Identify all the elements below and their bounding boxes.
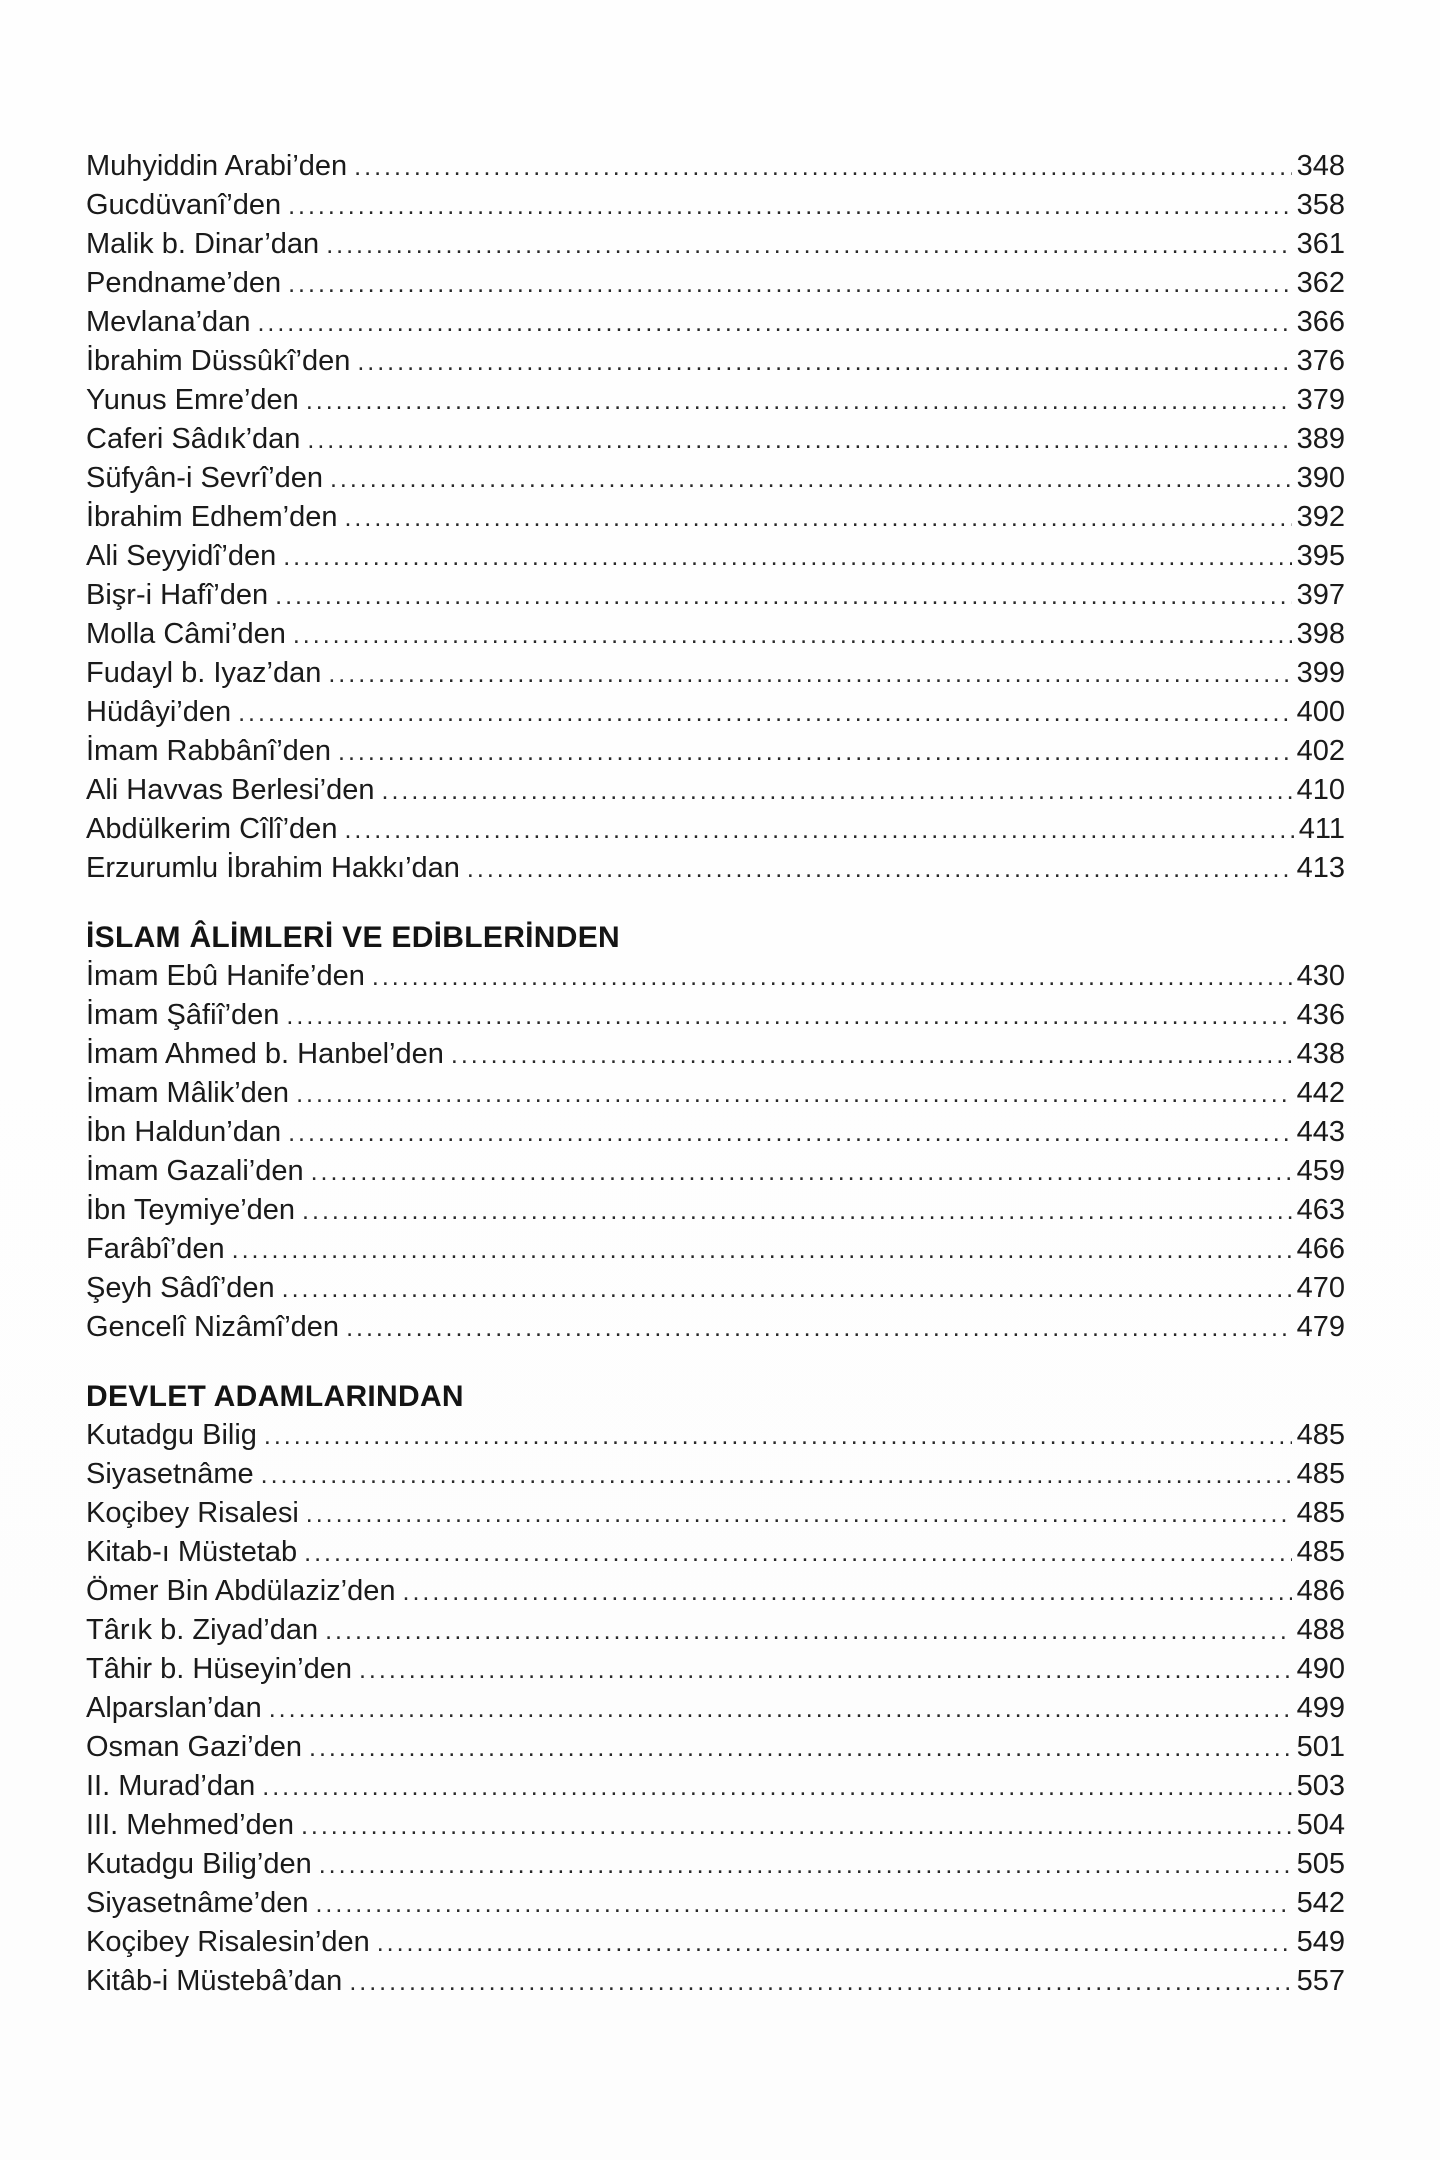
toc-entry — [86, 540, 1345, 579]
toc-entry-title: Pendname’den — [86, 267, 282, 299]
dot-leader — [306, 1500, 1292, 1531]
dot-leader — [261, 1461, 1292, 1492]
dot-leader — [344, 816, 1293, 847]
toc-entry-title: Hüdâyi’den — [86, 696, 232, 728]
toc-entry — [86, 1194, 1345, 1233]
toc-section — [86, 921, 1345, 1350]
toc-entry — [86, 1653, 1345, 1692]
toc-entry — [86, 657, 1345, 696]
toc-entry — [86, 696, 1345, 735]
toc-entry — [86, 735, 1345, 774]
dot-leader — [349, 1968, 1291, 1999]
toc-entry-title: Muhyiddin Arabi’den — [86, 150, 348, 182]
toc-entry-page-number: 485 — [1296, 1419, 1345, 1451]
toc-entry-page-number: 485 — [1296, 1536, 1345, 1568]
dot-leader — [326, 231, 1291, 262]
toc-entry-title: Kitâb-i Müstebâ’dan — [86, 1965, 343, 1997]
toc-section — [86, 150, 1345, 891]
toc-entry — [86, 1887, 1345, 1926]
toc — [86, 150, 1345, 2004]
toc-entry-page-number: 504 — [1296, 1809, 1345, 1841]
toc-entry-page-number: 411 — [1298, 813, 1345, 845]
toc-entry — [86, 345, 1345, 384]
toc-entry-page-number: 505 — [1296, 1848, 1345, 1880]
toc-entry — [86, 423, 1345, 462]
toc-entry-title: Süfyân-i Sevrî’den — [86, 462, 323, 494]
dot-leader — [257, 309, 1291, 340]
toc-entry-title: Tâhir b. Hüseyin’den — [86, 1653, 352, 1685]
dot-leader — [306, 387, 1292, 418]
toc-entry — [86, 189, 1345, 228]
toc-entry — [86, 1809, 1345, 1848]
toc-entry-page-number: 389 — [1296, 423, 1345, 455]
toc-entry-title: İmam Şâfiî’den — [86, 999, 280, 1031]
dot-leader — [467, 855, 1292, 886]
dot-leader — [315, 1890, 1291, 1921]
toc-entry-page-number: 400 — [1296, 696, 1345, 728]
toc-entry — [86, 774, 1345, 813]
toc-entry-page-number: 362 — [1296, 267, 1345, 299]
dot-leader — [282, 1275, 1292, 1306]
dot-leader — [319, 1851, 1292, 1882]
toc-entry-title: Malik b. Dinar’dan — [86, 228, 320, 260]
toc-entry-title: Kitab-ı Müstetab — [86, 1536, 298, 1568]
toc-entry-title: Ali Havvas Berlesi’den — [86, 774, 375, 806]
toc-entry-title: İmam Gazali’den — [86, 1155, 304, 1187]
dot-leader — [296, 1080, 1292, 1111]
toc-entry-title: İbn Haldun’dan — [86, 1116, 282, 1148]
toc-entry — [86, 1077, 1345, 1116]
toc-entry-title: İmam Rabbânî’den — [86, 735, 332, 767]
toc-entry-page-number: 413 — [1296, 852, 1345, 884]
toc-entry-page-number: 485 — [1296, 1497, 1345, 1529]
toc-entry-title: Şeyh Sâdî’den — [86, 1272, 275, 1304]
toc-entry — [86, 999, 1345, 1038]
toc-entry-page-number: 395 — [1296, 540, 1345, 572]
toc-entry-title: İbrahim Düssûkî’den — [86, 345, 351, 377]
toc-entry-page-number: 485 — [1296, 1458, 1345, 1490]
dot-leader — [309, 1734, 1292, 1765]
dot-leader — [307, 426, 1291, 457]
toc-entry-title: Târık b. Ziyad’dan — [86, 1614, 319, 1646]
dot-leader — [311, 1158, 1292, 1189]
toc-entry-page-number: 459 — [1296, 1155, 1345, 1187]
toc-section — [86, 1380, 1345, 2004]
dot-leader — [330, 465, 1292, 496]
toc-entry-title: Yunus Emre’den — [86, 384, 299, 416]
toc-entry-page-number: 466 — [1296, 1233, 1345, 1265]
toc-entry-title: Koçibey Risalesi — [86, 1497, 299, 1529]
toc-entry-page-number: 479 — [1296, 1311, 1345, 1343]
toc-entry — [86, 618, 1345, 657]
toc-entry — [86, 228, 1345, 267]
toc-entry-page-number: 443 — [1296, 1116, 1345, 1148]
toc-entry-title: Ali Seyyidî’den — [86, 540, 277, 572]
toc-entry — [86, 150, 1345, 189]
toc-entry — [86, 1536, 1345, 1575]
toc-entry — [86, 1965, 1345, 2004]
toc-entry — [86, 960, 1345, 999]
toc-entry-title: Abdülkerim Cîlî’den — [86, 813, 338, 845]
dot-leader — [288, 1119, 1292, 1150]
toc-entry-title: Gucdüvanî’den — [86, 189, 282, 221]
toc-entry-page-number: 542 — [1296, 1887, 1345, 1919]
dot-leader — [325, 1617, 1292, 1648]
toc-entry-title: İmam Ebû Hanife’den — [86, 960, 365, 992]
toc-entry-page-number: 470 — [1296, 1272, 1345, 1304]
toc-entry — [86, 852, 1345, 891]
dot-leader — [269, 1695, 1292, 1726]
toc-entry — [86, 1770, 1345, 1809]
toc-entry — [86, 462, 1345, 501]
toc-entry-title: II. Murad’dan — [86, 1770, 256, 1802]
toc-entry-page-number: 442 — [1296, 1077, 1345, 1109]
toc-entry-title: Siyasetnâme — [86, 1458, 254, 1490]
toc-entry-title: İmam Mâlik’den — [86, 1077, 290, 1109]
toc-entry-title: Osman Gazi’den — [86, 1731, 302, 1763]
dot-leader — [302, 1197, 1292, 1228]
toc-entry-page-number: 399 — [1296, 657, 1345, 689]
toc-entry — [86, 384, 1345, 423]
dot-leader — [344, 504, 1291, 535]
dot-leader — [328, 660, 1291, 691]
toc-entry — [86, 1575, 1345, 1614]
toc-entry — [86, 1272, 1345, 1311]
toc-entry — [86, 501, 1345, 540]
toc-entry-title: Molla Câmi’den — [86, 618, 286, 650]
dot-leader — [451, 1041, 1292, 1072]
dot-leader — [262, 1773, 1291, 1804]
toc-entry-title: Kutadgu Bilig — [86, 1419, 257, 1451]
toc-entry-page-number: 376 — [1296, 345, 1345, 377]
toc-entry — [86, 1497, 1345, 1536]
dot-leader — [238, 699, 1292, 730]
toc-entry-title: III. Mehmed’den — [86, 1809, 294, 1841]
dot-leader — [275, 582, 1291, 613]
toc-entry — [86, 1614, 1345, 1653]
toc-entry — [86, 1155, 1345, 1194]
toc-entry-page-number: 358 — [1296, 189, 1345, 221]
toc-entry — [86, 1848, 1345, 1887]
toc-entry-title: İmam Ahmed b. Hanbel’den — [86, 1038, 444, 1070]
toc-entry-page-number: 501 — [1296, 1731, 1345, 1763]
toc-entry — [86, 1458, 1345, 1497]
toc-entry-page-number: 488 — [1296, 1614, 1345, 1646]
toc-entry-page-number: 486 — [1296, 1575, 1345, 1607]
toc-entry-page-number: 503 — [1296, 1770, 1345, 1802]
dot-leader — [338, 738, 1292, 769]
toc-entry — [86, 1731, 1345, 1770]
toc-entry — [86, 306, 1345, 345]
toc-entry-title: İbrahim Edhem’den — [86, 501, 338, 533]
toc-entry-title: İbn Teymiye’den — [86, 1194, 296, 1226]
toc-entry-page-number: 557 — [1296, 1965, 1345, 1997]
dot-leader — [264, 1422, 1292, 1453]
toc-entry-page-number: 549 — [1296, 1926, 1345, 1958]
dot-leader — [357, 348, 1291, 379]
toc-entry-title: Caferi Sâdık’dan — [86, 423, 301, 455]
toc-entry — [86, 1692, 1345, 1731]
dot-leader — [403, 1578, 1292, 1609]
toc-entry-title: Farâbî’den — [86, 1233, 225, 1265]
toc-entry-page-number: 398 — [1296, 618, 1345, 650]
toc-entry-title: Kutadgu Bilig’den — [86, 1848, 312, 1880]
dot-leader — [293, 621, 1292, 652]
toc-entry-title: Mevlana’dan — [86, 306, 251, 338]
dot-leader — [288, 270, 1292, 301]
dot-leader — [301, 1812, 1292, 1843]
dot-leader — [346, 1314, 1292, 1345]
toc-section-header: İSLAM ÂLİMLERİ VE EDİBLERİNDEN — [86, 921, 621, 954]
toc-entry-page-number: 366 — [1296, 306, 1345, 338]
toc-entry-page-number: 436 — [1296, 999, 1345, 1031]
toc-entry-page-number: 390 — [1296, 462, 1345, 494]
toc-entry-page-number: 379 — [1296, 384, 1345, 416]
toc-entry-title: Koçibey Risalesin’den — [86, 1926, 370, 1958]
dot-leader — [359, 1656, 1292, 1687]
toc-section-header: DEVLET ADAMLARINDAN — [86, 1380, 464, 1413]
dot-leader — [232, 1236, 1292, 1267]
toc-entry-title: Erzurumlu İbrahim Hakkı’dan — [86, 852, 460, 884]
toc-entry — [86, 579, 1345, 618]
toc-entry-page-number: 402 — [1296, 735, 1345, 767]
toc-entry — [86, 1038, 1345, 1077]
dot-leader — [283, 543, 1291, 574]
dot-leader — [354, 153, 1291, 184]
toc-entry — [86, 267, 1345, 306]
toc-entry-page-number: 490 — [1296, 1653, 1345, 1685]
toc-entry-page-number: 499 — [1296, 1692, 1345, 1724]
toc-entry-title: Alparslan’dan — [86, 1692, 262, 1724]
toc-entry-title: Gencelî Nizâmî’den — [86, 1311, 340, 1343]
dot-leader — [382, 777, 1292, 808]
toc-entry-page-number: 430 — [1296, 960, 1345, 992]
toc-entry-page-number: 348 — [1296, 150, 1345, 182]
dot-leader — [286, 1002, 1291, 1033]
toc-entry — [86, 1116, 1345, 1155]
toc-entry-page-number: 410 — [1296, 774, 1345, 806]
toc-entry-page-number: 361 — [1296, 228, 1345, 260]
toc-entry-title: Fudayl b. Iyaz’dan — [86, 657, 322, 689]
toc-entry-page-number: 392 — [1296, 501, 1345, 533]
dot-leader — [372, 963, 1292, 994]
toc-entry-page-number: 463 — [1296, 1194, 1345, 1226]
toc-entry — [86, 1419, 1345, 1458]
toc-entry-page-number: 438 — [1296, 1038, 1345, 1070]
toc-entry-page-number: 397 — [1296, 579, 1345, 611]
toc-entry — [86, 1233, 1345, 1272]
toc-entry — [86, 1926, 1345, 1965]
dot-leader — [288, 192, 1292, 223]
toc-entry — [86, 1311, 1345, 1350]
toc-entry-title: Bişr-i Hafî’den — [86, 579, 269, 611]
toc-entry-title: Siyasetnâme’den — [86, 1887, 309, 1919]
dot-leader — [377, 1929, 1292, 1960]
toc-entry — [86, 813, 1345, 852]
toc-entry-title: Ömer Bin Abdülaziz’den — [86, 1575, 396, 1607]
dot-leader — [304, 1539, 1291, 1570]
